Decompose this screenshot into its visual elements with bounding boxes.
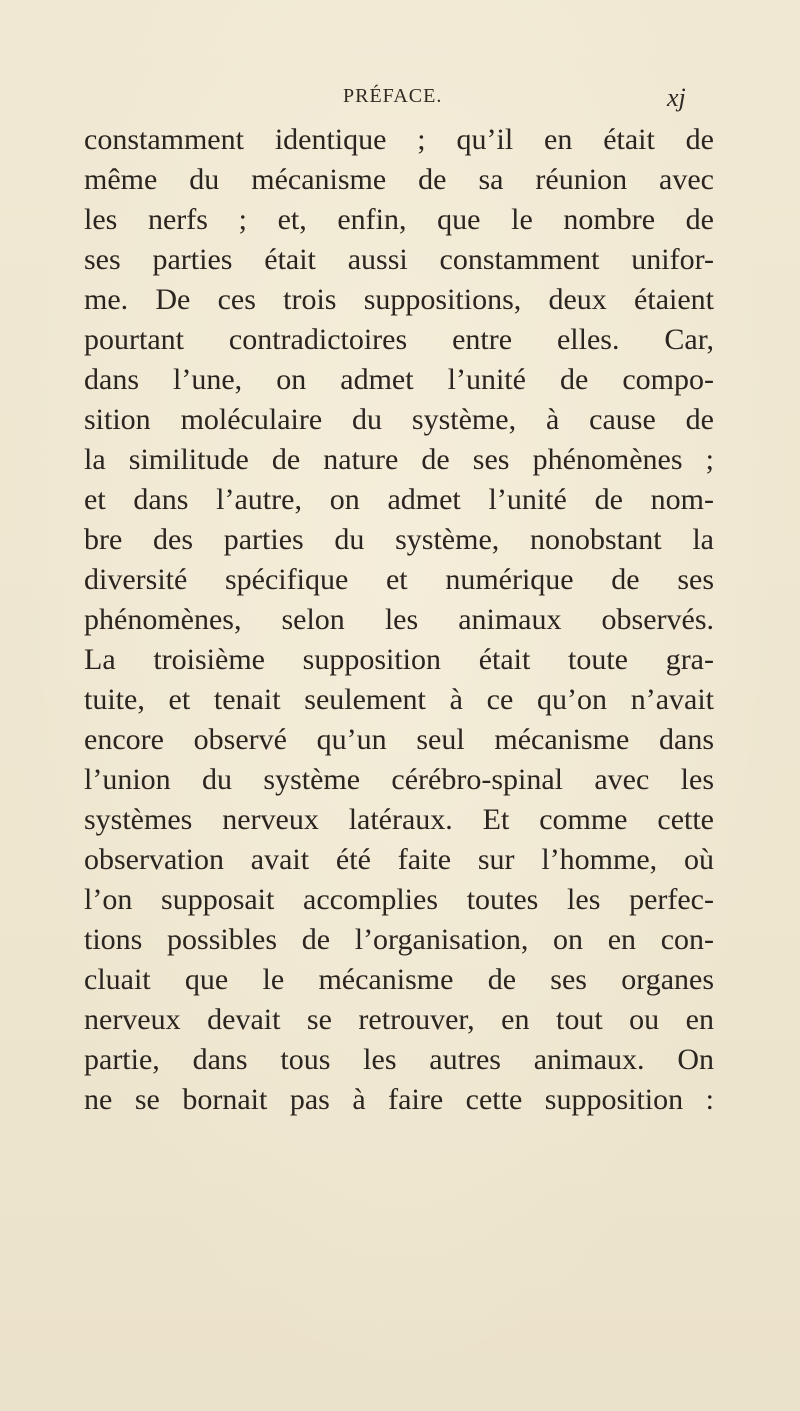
text-line: nerveux devait se retrouver, en tout ou en bbox=[84, 1003, 714, 1036]
text-line: phénomènes, selon les animaux observés. bbox=[84, 603, 714, 636]
text-line: même du mécanisme de sa réunion avec bbox=[84, 163, 714, 196]
text-line: les nerfs ; et, enfin, que le nombre de bbox=[84, 203, 714, 236]
text-line: observation avait été faite sur l’homme, où bbox=[84, 843, 714, 876]
text-line: La troisième supposition était toute gra- bbox=[84, 643, 714, 676]
text-line: tuite, et tenait seulement à ce qu’on n’avait bbox=[84, 683, 714, 716]
page-number: xj bbox=[667, 83, 686, 112]
text-line: bre des parties du système, nonobstant la bbox=[84, 523, 714, 556]
running-head bbox=[0, 83, 800, 113]
text-line: diversité spécifique et numérique de ses bbox=[84, 563, 714, 596]
text-line: ses parties était aussi constamment unifor- bbox=[84, 243, 714, 276]
text-line: cluait que le mécanisme de ses organes bbox=[84, 963, 714, 996]
body-text bbox=[84, 120, 714, 1120]
text-line: l’on supposait accomplies toutes les perfec- bbox=[84, 883, 714, 916]
text-line: dans l’une, on admet l’unité de compo- bbox=[84, 363, 714, 396]
text-line: et dans l’autre, on admet l’unité de nom- bbox=[84, 483, 714, 516]
text-line: me. De ces trois suppositions, deux étaient bbox=[84, 283, 714, 316]
text-line: tions possibles de l’organisation, on en con- bbox=[84, 923, 714, 956]
running-title: PRÉFACE. bbox=[343, 85, 443, 107]
text-line: partie, dans tous les autres animaux. On bbox=[84, 1043, 714, 1076]
text-line: la similitude de nature de ses phénomènes ; bbox=[84, 443, 714, 476]
text-line: encore observé qu’un seul mécanisme dans bbox=[84, 723, 714, 756]
text-line: l’union du système cérébro-spinal avec les bbox=[84, 763, 714, 796]
text-line: ne se bornait pas à faire cette supposition : bbox=[84, 1083, 714, 1116]
text-line: systèmes nerveux latéraux. Et comme cette bbox=[84, 803, 714, 836]
text-line: sition moléculaire du système, à cause de bbox=[84, 403, 714, 436]
text-line: constamment identique ; qu’il en était de bbox=[84, 123, 714, 156]
text-line: pourtant contradictoires entre elles. Car, bbox=[84, 323, 714, 356]
